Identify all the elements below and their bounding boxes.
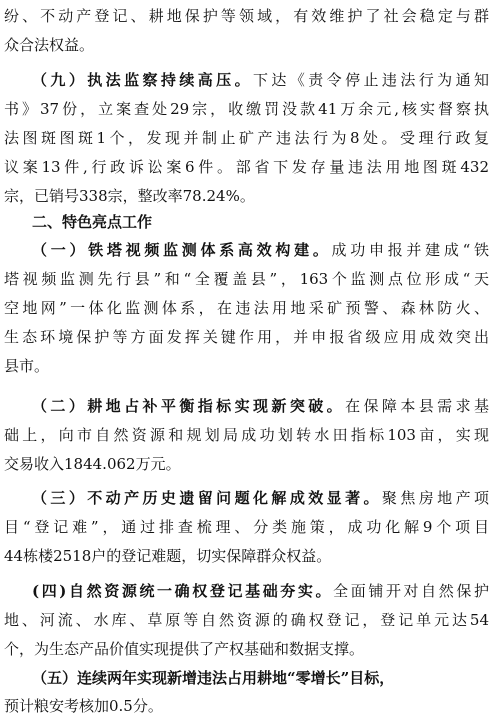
text-line: 空地网”一体化监测体系，在违法用地采矿预警、森林防火、 — [4, 299, 489, 317]
text-line: 础上，向市自然资源和规划局成功划转水田指标103亩，实现 — [4, 426, 489, 444]
paragraph-first-line — [4, 577, 489, 605]
text-line: 宗，已销号338宗，整改率78.24%。 — [4, 187, 255, 205]
item-text: 成功申报并建成“铁 — [331, 241, 489, 259]
text-line: 交易收入1844.062万元。 — [4, 455, 181, 473]
text-line: 44栋楼2518户的登记难题，切实保障群众权益。 — [4, 547, 332, 565]
item-label: （二）耕地占补平衡指标实现新突破。 — [32, 397, 346, 415]
text-line: 众合法权益。 — [4, 36, 95, 54]
text-line: 法图斑图斑1个，发现并制止矿产违法行为8处。受理行政复 — [4, 129, 489, 147]
text-line: 目“登记难”，通过排查梳理、分类施策，成功化解9个项目 — [4, 518, 489, 536]
text-line: 书》37份，立案查处29宗，收缴罚没款41万余元,核实督察执 — [4, 100, 490, 118]
text-line: 预计粮安考核加0.5分。 — [4, 697, 163, 715]
section-heading: 二、特色亮点工作 — [32, 213, 153, 231]
item-label: (四)自然资源统一确权登记基础夯实。 — [32, 582, 334, 600]
item-text: 在保障本县需求基 — [345, 397, 489, 415]
paragraph-first-line — [4, 66, 489, 94]
paragraph-first-line — [4, 392, 489, 420]
text-line: 地、河流、水库、草原等自然资源的确权登记，登记单元达54 — [4, 611, 489, 629]
paragraph-first-line — [4, 484, 489, 512]
item-text: 全面铺开对自然保护 — [333, 582, 489, 600]
item-label: （一）铁塔视频监测体系高效构建。 — [32, 241, 332, 259]
item-text: 下达《责令停止违法行为通知 — [253, 71, 489, 89]
text-line: 个，为生态产品价值实现提供了产权基础和数据支撑。 — [4, 640, 365, 658]
paragraph-first-line — [4, 664, 394, 692]
item-label: （五）连续两年实现新增违法占用耕地“零增长”目标， — [32, 669, 395, 687]
text-line: 县市。 — [4, 357, 50, 375]
item-text: 聚焦房地产项 — [381, 489, 489, 507]
text-line: 纷、不动产登记、耕地保护等领域，有效维护了社会稳定与群 — [4, 7, 489, 25]
paragraph-first-line — [4, 236, 489, 264]
text-line: 议案13件,行政诉讼案6件。部省下发存量违法用地图斑432 — [4, 158, 489, 176]
text-line: 塔视频监测先行县”和“全覆盖县”，163个监测点位形成“天 — [4, 270, 489, 288]
item-label: （三）不动产历史遗留问题化解成效显著。 — [32, 489, 382, 507]
text-line: 生态环境保护等方面发挥关键作用，并申报省级应用成效突出 — [4, 328, 489, 346]
item-label: （九）执法监察持续高压。 — [32, 71, 253, 89]
